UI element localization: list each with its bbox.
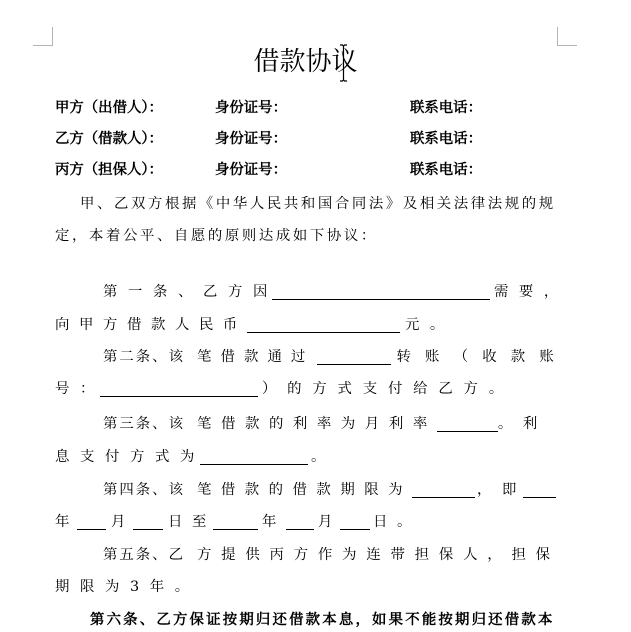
- phone-label: 联系电话：: [410, 99, 482, 116]
- article-4-line-2: [55, 512, 421, 532]
- article-text: 日。: [372, 514, 421, 530]
- article-text: 。利: [497, 416, 548, 432]
- blank-field-end-year[interactable]: [213, 512, 258, 530]
- article-text: 年: [55, 514, 70, 530]
- article-text: 号：: [55, 381, 105, 397]
- article-5-line-1: [103, 545, 560, 565]
- article-1-line-1: [103, 282, 569, 302]
- article-6-line-1: [90, 610, 555, 630]
- article-5-line-2: [55, 577, 200, 597]
- id-number-label: 身份证号：: [215, 99, 287, 116]
- blank-field-start-month[interactable]: [77, 512, 106, 530]
- blank-field-monthly-interest-rate[interactable]: [437, 414, 498, 432]
- blank-field-loan-amount[interactable]: [247, 315, 400, 333]
- article-2-line-2: [55, 379, 514, 399]
- article-2-line-1: [103, 347, 568, 367]
- crop-mark-top-right: [557, 27, 577, 46]
- preamble-line-1: [80, 194, 556, 214]
- article-text: 方提供丙方作为连带担保人，担保: [196, 547, 560, 563]
- article-4-line-1: [103, 480, 556, 500]
- blank-field-interest-payment-method[interactable]: [200, 447, 308, 465]
- text-cursor-icon: [339, 44, 348, 82]
- article-text: 第五条、乙: [103, 547, 185, 563]
- blank-field-start-year[interactable]: [523, 480, 556, 498]
- blank-field-receiving-account[interactable]: [100, 379, 258, 397]
- article-text: 第一条、乙方因: [103, 284, 278, 300]
- article-text: 需要，: [493, 284, 569, 300]
- article-3-line-1: [103, 414, 548, 434]
- article-text: 期限为3年。: [55, 579, 200, 595]
- party-role-label: 丙方（担保人）：: [55, 161, 163, 178]
- preamble-line-2: [55, 226, 378, 246]
- article-text: 转账（收款账: [396, 349, 568, 365]
- article-text: 。: [310, 449, 326, 465]
- article-text: 元。: [404, 317, 455, 333]
- article-1-line-2: [55, 315, 455, 335]
- id-number-label: 身份证号：: [215, 161, 287, 178]
- article-text: 月: [317, 514, 333, 530]
- preamble-text: 甲、乙双方根据《中华人民共和国合同法》及相关法律法规的规: [80, 196, 556, 212]
- article-text: 第四条、该: [103, 482, 185, 498]
- article-text: 第三条、该: [103, 416, 185, 432]
- phone-label: 联系电话：: [410, 130, 482, 147]
- article-text: 日至: [168, 514, 216, 530]
- blank-field-transfer-method[interactable]: [317, 347, 391, 365]
- party-role-label: 甲方（出借人）：: [55, 99, 163, 116]
- article-text: 笔借款通过: [196, 349, 315, 365]
- article-text: 第二条、该: [103, 349, 185, 365]
- document-title: 借款协议: [253, 47, 358, 77]
- blank-field-end-month[interactable]: [286, 512, 314, 530]
- party-row-borrower: [0, 129, 631, 149]
- article-text: 笔借款的利率为月利率: [196, 416, 437, 432]
- article-text: ，即: [477, 482, 527, 498]
- phone-label: 联系电话：: [410, 161, 482, 178]
- blank-field-start-day[interactable]: [133, 512, 163, 530]
- preamble-text: 定，本着公平、自愿的原则达成如下协议：: [55, 228, 378, 244]
- id-number-label: 身份证号：: [215, 130, 287, 147]
- party-row-guarantor: [0, 160, 631, 180]
- article-3-line-2: [55, 447, 325, 467]
- article-text: 息支付方式为: [55, 449, 205, 465]
- blank-field-loan-purpose[interactable]: [272, 282, 490, 300]
- article-text: 向甲方借款人民币: [55, 317, 247, 333]
- crop-mark-top-left: [33, 27, 53, 46]
- party-row-lender: [0, 98, 631, 118]
- article-text: 第六条、乙方保证按期归还借款本息，如果不能按期归还借款本: [90, 611, 555, 628]
- article-text: 笔借款的借款期限为: [196, 482, 412, 498]
- blank-field-end-day[interactable]: [340, 512, 370, 530]
- article-text: 年: [261, 514, 277, 530]
- article-text: ）的方式支付给乙方。: [261, 381, 514, 397]
- blank-field-loan-term[interactable]: [412, 480, 475, 498]
- party-role-label: 乙方（借款人）：: [55, 130, 163, 147]
- article-text: 月: [111, 514, 126, 530]
